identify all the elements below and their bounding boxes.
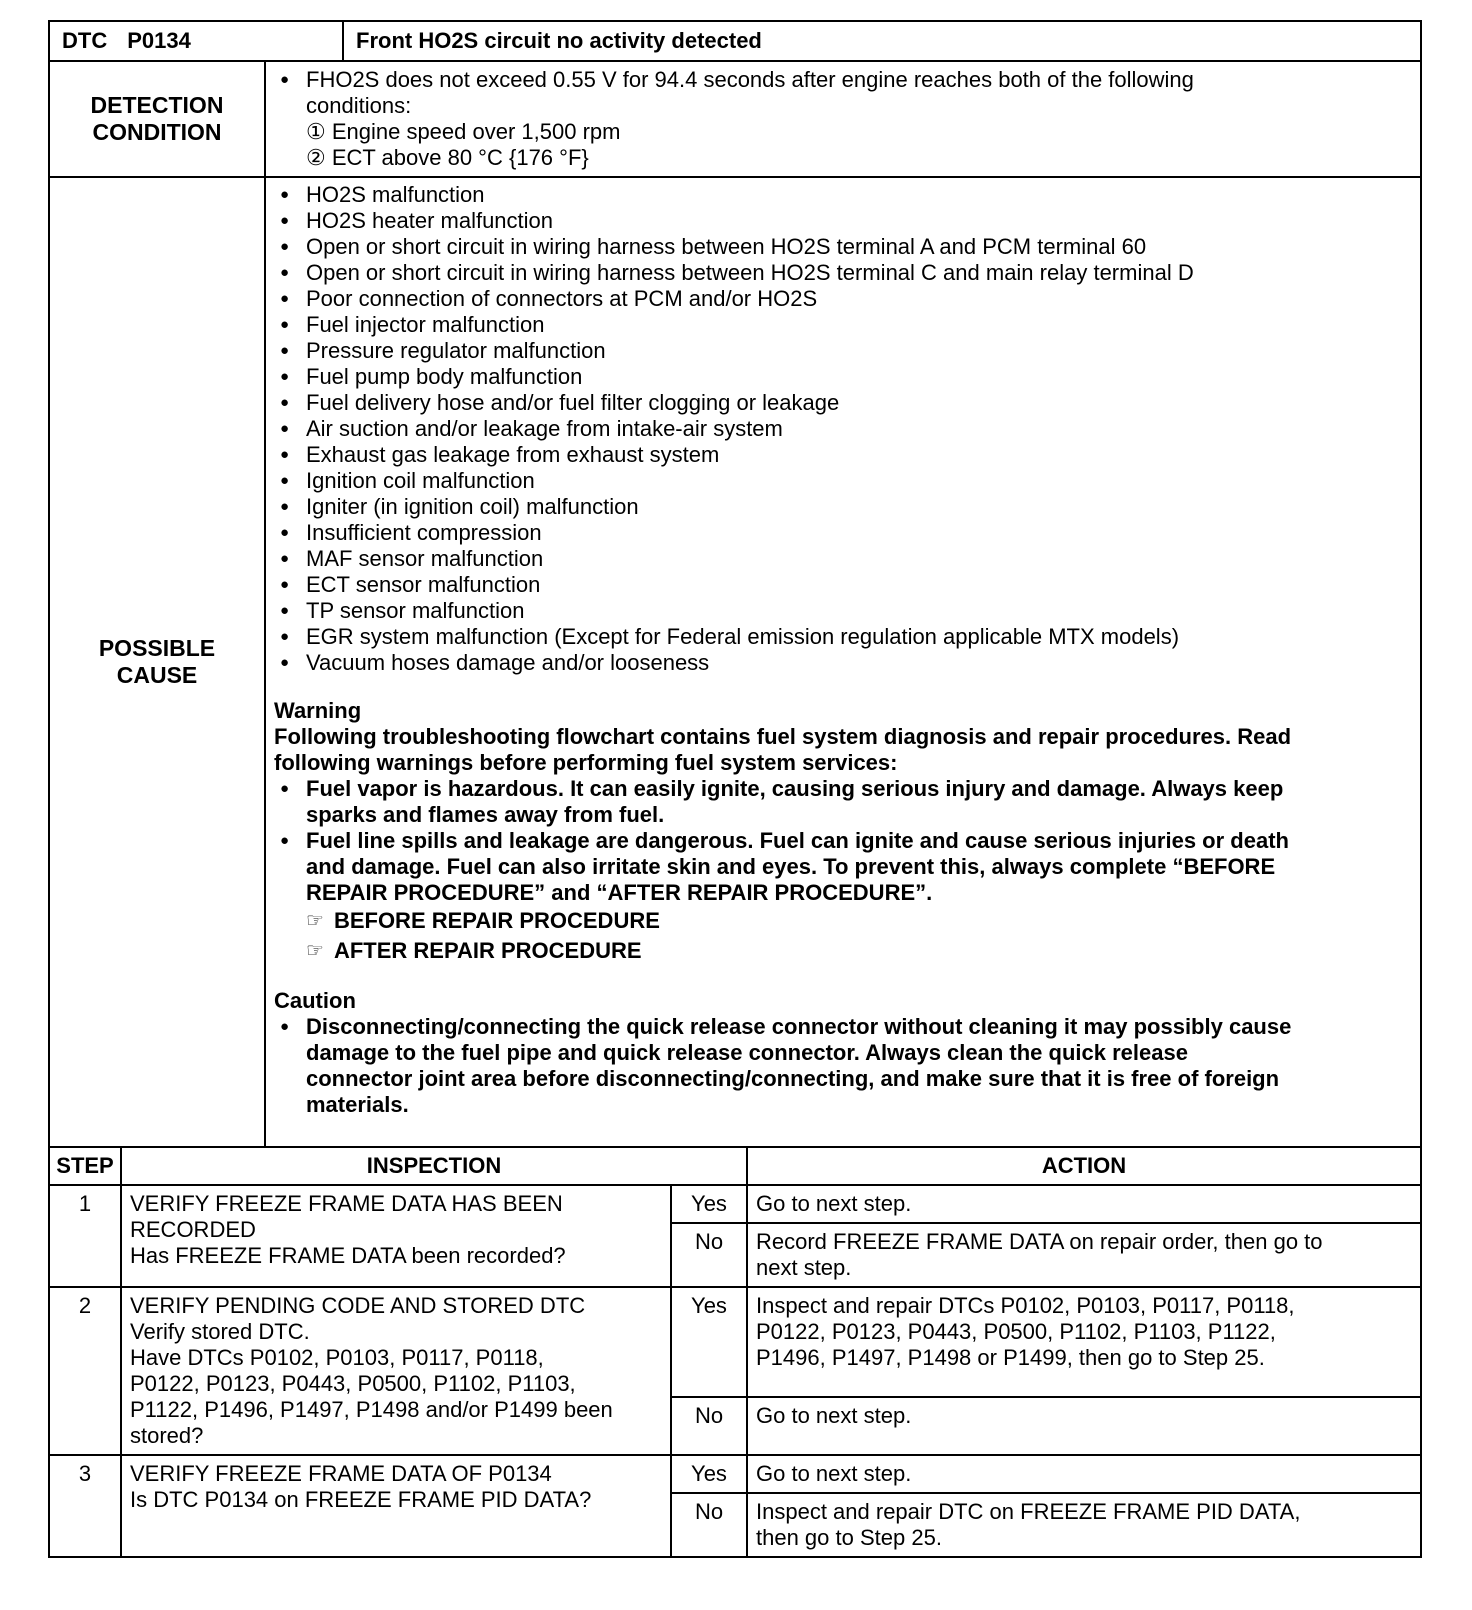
cause-item: ● Poor connection of connectors at PCM and/or HO2S bbox=[274, 286, 1412, 312]
detection-row bbox=[49, 61, 1421, 177]
condition-1: ① Engine speed over 1,500 rpm bbox=[306, 119, 621, 144]
cause-item: ● Fuel injector malfunction bbox=[274, 312, 1412, 338]
cause-item: ● HO2S heater malfunction bbox=[274, 208, 1412, 234]
yes-label: Yes bbox=[671, 1185, 747, 1223]
col-inspection: INSPECTION bbox=[121, 1147, 747, 1185]
col-step: STEP bbox=[49, 1147, 121, 1185]
steps-header-row bbox=[49, 1147, 1421, 1185]
cause-item: ● Fuel pump body malfunction bbox=[274, 364, 1412, 390]
no-action: Inspect and repair DTC on FREEZE FRAME PID DATA, then go to Step 25. bbox=[747, 1493, 1421, 1557]
before-repair-link[interactable]: ☞ BEFORE REPAIR PROCEDURE bbox=[306, 908, 660, 933]
warning-block: Warning Following troubleshooting flowchart contains fuel system diagnosis and repair procedures. Read following warnings before performing fuel system services: ● Fuel vapor is hazardous. It can easily ignite, causing serious injury and damage. Always keep sparks and flames away from fuel. ● Fuel line spills and leakage are dangerous. Fuel can ignite and cause serious injuries or death and damage. Fuel can also irritate skin and eyes. To prevent this, always complete “BEFORE REPAIR PROCEDURE” and “AFTER REPAIR PROCEDURE”. ☞ BEFORE REPAIR PROCEDURE ☞ AFTER REPAIR PROCEDURE bbox=[274, 698, 1412, 966]
pointing-hand-icon: ☞ bbox=[306, 910, 324, 932]
dtc-code-cell bbox=[49, 21, 343, 61]
caution-block bbox=[274, 988, 1412, 1118]
dtc-label: DTC bbox=[62, 28, 108, 53]
detection-item: ● FHO2S does not exceed 0.55 V for 94.4 seconds after engine reaches both of the following conditions: ① Engine speed over 1,500 rpm ② ECT above 80 °C {176 °F} bbox=[274, 67, 1412, 171]
cause-list bbox=[274, 182, 1412, 676]
no-action: Go to next step. bbox=[747, 1397, 1421, 1455]
cause-content bbox=[265, 177, 1421, 1147]
step-number: 3 bbox=[49, 1455, 121, 1557]
yes-action: Inspect and repair DTCs P0102, P0103, P0117, P0118, P0122, P0123, P0443, P0500, P1102, P1103, P1122, P1496, P1497, P1498 or P1499, then go to Step 25. bbox=[747, 1287, 1421, 1397]
cause-item: ● Vacuum hoses damage and/or looseness bbox=[274, 650, 1412, 676]
table-row bbox=[49, 1455, 1421, 1493]
condition-2: ② ECT above 80 °C {176 °F} bbox=[306, 145, 589, 170]
cause-item: ● TP sensor malfunction bbox=[274, 598, 1412, 624]
step-inspection: VERIFY FREEZE FRAME DATA HAS BEEN RECORDED Has FREEZE FRAME DATA been recorded? bbox=[121, 1185, 671, 1287]
no-label: No bbox=[671, 1493, 747, 1557]
dtc-info-table bbox=[48, 20, 1422, 62]
detection-label: DETECTION CONDITION bbox=[49, 61, 265, 177]
pointing-hand-icon: ☞ bbox=[306, 940, 324, 962]
warning-title: Warning bbox=[274, 698, 362, 723]
condition-cause-table bbox=[48, 60, 1422, 1148]
cause-item: ● Open or short circuit in wiring harness between HO2S terminal A and PCM terminal 60 bbox=[274, 234, 1412, 260]
col-action: ACTION bbox=[747, 1147, 1421, 1185]
cause-item: ● Fuel delivery hose and/or fuel filter clogging or leakage bbox=[274, 390, 1412, 416]
steps-table bbox=[48, 1146, 1422, 1558]
cause-item: ● Open or short circuit in wiring harness between HO2S terminal C and main relay terminal D bbox=[274, 260, 1412, 286]
yes-action: Go to next step. bbox=[747, 1185, 1421, 1223]
yes-label: Yes bbox=[671, 1455, 747, 1493]
warning-item: ● Fuel line spills and leakage are dangerous. Fuel can ignite and cause serious injuries or death and damage. Fuel can also irritate skin and eyes. To prevent this, always complete “BEFORE REPAIR PROCEDURE” and “AFTER REPAIR PROCEDURE”. bbox=[274, 828, 1412, 906]
dtc-title: Front HO2S circuit no activity detected bbox=[343, 21, 1421, 61]
cause-item: ● ECT sensor malfunction bbox=[274, 572, 1412, 598]
no-action: Record FREEZE FRAME DATA on repair order, then go to next step. bbox=[747, 1223, 1421, 1287]
cause-item: ● Igniter (in ignition coil) malfunction bbox=[274, 494, 1412, 520]
caution-title: Caution bbox=[274, 988, 356, 1013]
cause-item: ● Pressure regulator malfunction bbox=[274, 338, 1412, 364]
step-inspection: VERIFY FREEZE FRAME DATA OF P0134 Is DTC P0134 on FREEZE FRAME PID DATA? bbox=[121, 1455, 671, 1557]
detection-text bbox=[265, 61, 1421, 177]
dtc-header-row bbox=[49, 21, 1421, 61]
dtc-document bbox=[48, 20, 1420, 1558]
warning-item: ● Fuel vapor is hazardous. It can easily ignite, causing serious injury and damage. Always keep sparks and flames away from fuel. bbox=[274, 776, 1412, 828]
step-number: 1 bbox=[49, 1185, 121, 1287]
table-row bbox=[49, 1185, 1421, 1223]
step-inspection: VERIFY PENDING CODE AND STORED DTC Verify stored DTC. Have DTCs P0102, P0103, P0117, P0118, P0122, P0123, P0443, P0500, P1102, P1103, P1122, P1496, P1497, P1498 and/or P1499 been stored? bbox=[121, 1287, 671, 1455]
no-label: No bbox=[671, 1223, 747, 1287]
cause-item: ● Air suction and/or leakage from intake-air system bbox=[274, 416, 1412, 442]
cause-item: ● EGR system malfunction (Except for Federal emission regulation applicable MTX models) bbox=[274, 624, 1412, 650]
no-label: No bbox=[671, 1397, 747, 1455]
step-number: 2 bbox=[49, 1287, 121, 1455]
dtc-code: P0134 bbox=[127, 28, 191, 53]
after-repair-link[interactable]: ☞ AFTER REPAIR PROCEDURE bbox=[306, 938, 642, 963]
table-row bbox=[49, 1287, 1421, 1397]
yes-label: Yes bbox=[671, 1287, 747, 1397]
cause-item: ● HO2S malfunction bbox=[274, 182, 1412, 208]
cause-item: ● MAF sensor malfunction bbox=[274, 546, 1412, 572]
caution-item: ● Disconnecting/connecting the quick release connector without cleaning it may possibly cause damage to the fuel pipe and quick release connector. Always clean the quick release connector joint area before disconnecting/connecting, and make sure that it is free of foreign materials. bbox=[274, 1014, 1412, 1118]
cause-item: ● Exhaust gas leakage from exhaust system bbox=[274, 442, 1412, 468]
yes-action: Go to next step. bbox=[747, 1455, 1421, 1493]
cause-item: ● Ignition coil malfunction bbox=[274, 468, 1412, 494]
cause-item: ● Insufficient compression bbox=[274, 520, 1412, 546]
cause-row bbox=[49, 177, 1421, 1147]
cause-label: POSSIBLE CAUSE bbox=[49, 177, 265, 1147]
